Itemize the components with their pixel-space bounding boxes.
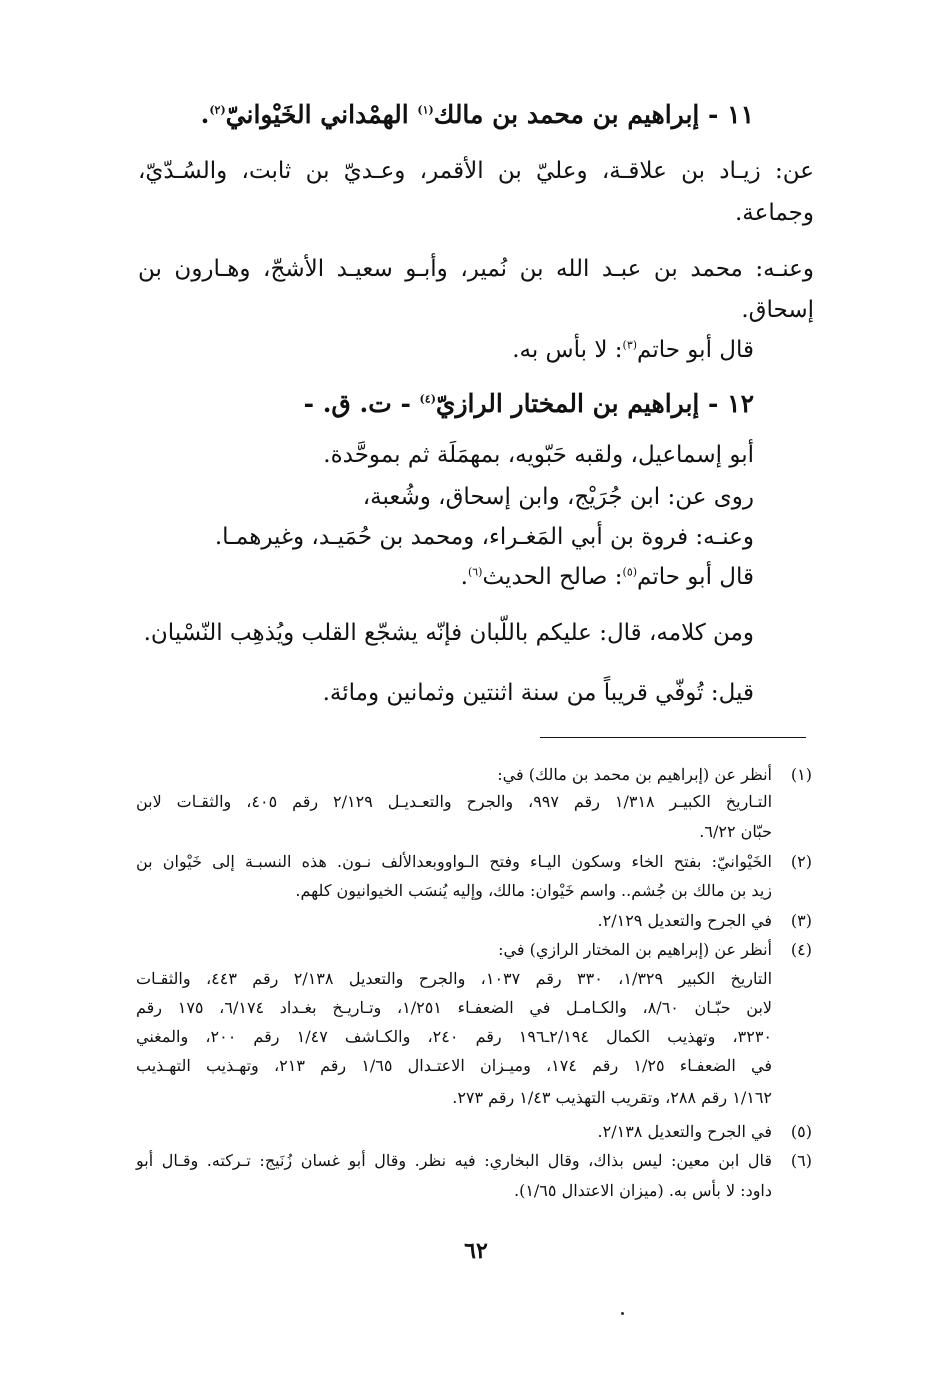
footnote-ref-3[interactable]: (٣) xyxy=(622,338,638,352)
footnote-ref-5[interactable]: (٥) xyxy=(622,565,638,579)
footnote-number-2: (٢) xyxy=(790,852,812,871)
entry-12-title: ١٢ - إبراهيم بن المختار الرازيّ xyxy=(435,389,754,418)
footnote-2-line2: زيد بن مالك بن جُشم.. واسم خَيْوان: مالك، وإليه يُنسَب الخيوانيون كلهم. xyxy=(295,881,772,900)
entry-12-saying: ومن كلامه، قال: عليكم باللّبان فإنّه يشجّع القلب ويُذهِب النّسْيان. xyxy=(143,620,754,646)
footnote-number-3: (٣) xyxy=(790,911,812,930)
entry-11-title: ١١ - إبراهيم بن محمد بن مالك xyxy=(433,100,754,129)
footnote-4-line6: ١/١٦٢ رقم ٢٨٨، وتقريب التهذيب ١/٤٣ رقم ٢٧٣. xyxy=(452,1088,772,1107)
entry-12-heading xyxy=(304,389,754,418)
page-number: ٦٢ xyxy=(464,1238,488,1264)
footnote-4-line3: لابن حبّـان ٨/٦٠، والكـامـل في الضعفـاء ١/٢٥١، وتـاريـخ بغـداد ٦/١٧٤، ١٧٥ رقم xyxy=(136,998,773,1017)
footnote-separator xyxy=(540,737,806,738)
footnote-ref-1[interactable]: (١) xyxy=(417,103,434,117)
entry-11-teachers-line2: وجماعة. xyxy=(735,200,814,226)
footnote-number-1: (١) xyxy=(790,765,812,784)
footnote-ref-6[interactable]: (٦) xyxy=(467,565,483,579)
entry-11-nisba: الهمْداني الخَيْوانيّ xyxy=(225,100,418,129)
footnote-4-line1: أنظر عن (إبراهيم بن المختار الرازي) في: xyxy=(498,940,772,959)
entry-12-opinion xyxy=(461,564,754,590)
footnote-number-6: (٦) xyxy=(790,1151,812,1170)
footnote-2-line1: الخَيْوانيّ: بفتح الخاء وسكون اليـاء وفتح الـواووبعدالألف نـون. هذه النسبـة إلى خَيْوان بن xyxy=(136,852,772,871)
footnote-1-line2: التـاريخ الكبيـر ١/٣١٨ رقم ٩٩٧، والجرح والتعـديـل ٢/١٢٩ رقم ٤٠٥، والثقـات لابن xyxy=(136,792,773,811)
entry-11-teachers-line1: عن: زيـاد بن علاقـة، وعليّ بن الأقمر، وعـديّ بن ثابت، والسُـدّيّ، xyxy=(138,158,814,184)
entry-11-students-line2: إسحاق. xyxy=(741,297,814,323)
entry-11-heading xyxy=(201,100,754,129)
entry-12-kunya: أبو إسماعيل، ولقبه حَبّويه، بمهمَلَة ثم بموحَّدة. xyxy=(323,442,754,468)
entry-12-death: قيل: تُوفّي قريباً من سنة اثنتين وثمانين ومائة. xyxy=(322,680,754,706)
footnote-1-line1: أنظر عن (إبراهيم بن محمد بن مالك) في: xyxy=(497,765,772,784)
footnote-ref-4[interactable]: (٤) xyxy=(419,392,436,406)
opinion-period: . xyxy=(460,564,468,590)
footnote-4-line5: في الضعفـاء ١/٢٥ رقم ١٧٤، وميـزان الاعتـدال ١/٦٥ رقم ٢١٣، وتهـذيب التهـذيب xyxy=(136,1056,772,1075)
scan-speck xyxy=(621,1312,624,1315)
footnote-ref-2[interactable]: (٢) xyxy=(209,103,226,117)
footnote-4-line4: ٣٢٣٠، وتهذيب الكمال ٢/١٩٤ـ١٩٦ رقم ٢٤٠، والكـاشف ١/٤٧ رقم ٢٠٠، والمغني xyxy=(136,1027,773,1046)
footnote-1-line3: حبّان ٦/٢٢. xyxy=(699,822,772,841)
opinion-label: قال أبو حاتم xyxy=(637,337,754,363)
entry-11-opinion xyxy=(512,337,754,363)
opinion-text: : لا بأس به. xyxy=(512,337,623,363)
footnote-6-line1: قال ابن معين: ليس بذاك، وقال البخاري: فيه نظر. وقال أبو غسان زُنَيج: تـركته. وقـال أبو xyxy=(136,1151,772,1170)
footnote-4-line2: التاريخ الكبير ١/٣٢٩، ٣٣٠ رقم ١٠٣٧، والجرح والتعديل ٢/١٣٨ رقم ٤٤٣، والثقـات xyxy=(136,969,773,988)
footnote-3-line1: في الجرح والتعديل ٢/١٢٩. xyxy=(597,911,772,930)
footnote-5-line1: في الجرح والتعديل ٢/١٣٨. xyxy=(597,1122,772,1141)
footnote-6-line2: داود: لا بأس به. (ميزان الاعتدال ١/٦٥). xyxy=(513,1181,772,1200)
opinion-text: : صالح الحديث xyxy=(482,564,623,590)
entry-12-teachers: روى عن: ابن جُرَيْج، وابن إسحاق، وشُعبة، xyxy=(362,484,754,510)
footnote-number-5: (٥) xyxy=(790,1122,812,1141)
heading-period: . xyxy=(200,100,210,129)
opinion-label: قال أبو حاتم xyxy=(637,564,754,590)
entry-12-students: وعنـه: فروة بن أبي المَغـراء، ومحمد بن حُمَيـد، وغيرهمـا. xyxy=(214,524,754,550)
footnote-number-4: (٤) xyxy=(790,940,812,959)
entry-12-symbols: - ت. ق. - xyxy=(303,389,420,418)
entry-11-students-line1: وعنـه: محمد بن عبـد الله بن نُمير، وأبـو سعيـد الأشجّ، وهـارون بن xyxy=(138,256,814,282)
